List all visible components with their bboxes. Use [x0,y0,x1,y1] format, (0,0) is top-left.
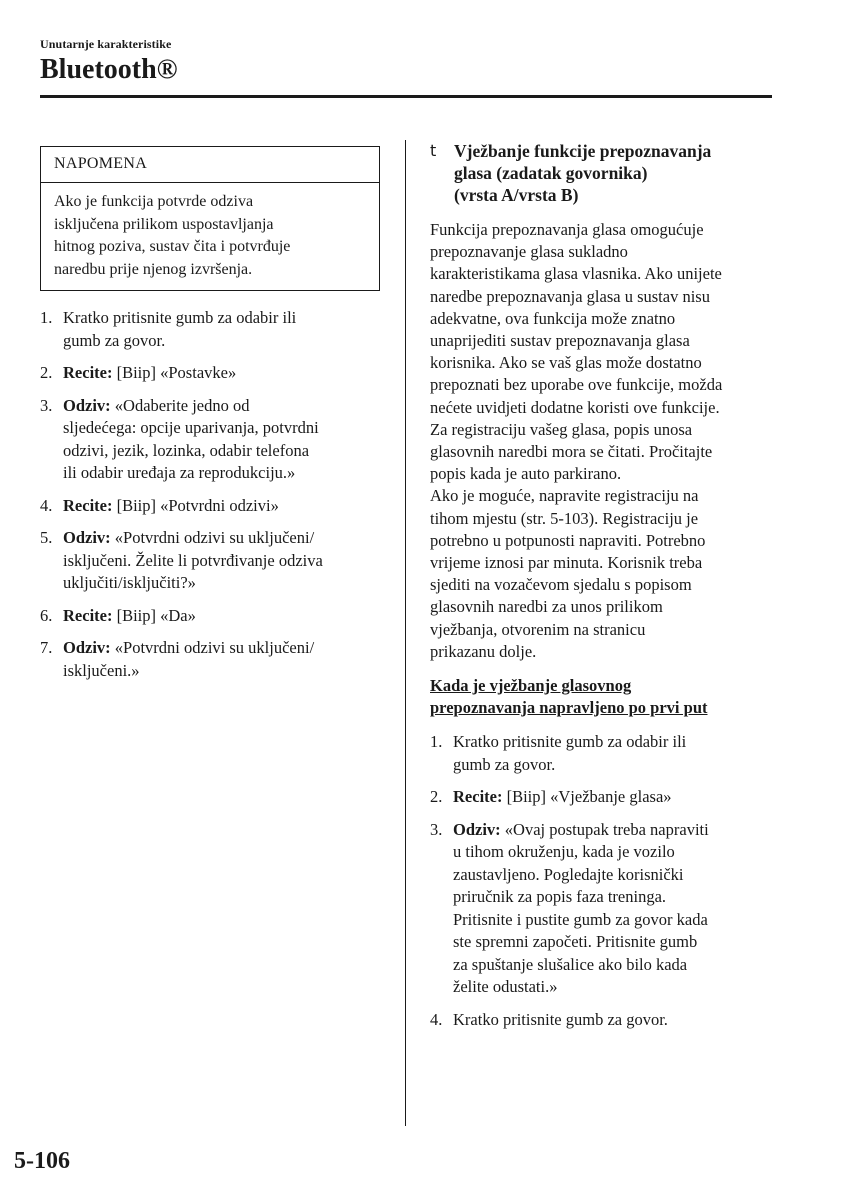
paragraph-line: nećete uvidjeti dodatne koristi ove funkcije. [430,397,720,417]
left-steps-list [40,307,382,682]
step-keyword: Recite: [453,787,503,807]
step-line [63,330,382,353]
step-line [453,786,776,809]
step-text: [Biip] «Vježbanje glasa» [502,787,672,807]
note-box [40,146,380,291]
step-number: 2. [430,787,443,807]
paragraph-line: potrebno u potpunosti napraviti. Potrebno [430,530,706,550]
step-item [40,307,382,352]
step-text: priručnik za popis faza treninga. [453,887,667,907]
paragraph-line: tihom mjestu (str. 5-103). Registraciju je [430,508,699,528]
step-number: 4. [430,1009,443,1029]
header-divider [40,95,772,98]
step-line [63,440,382,463]
step-text: Kratko pritisnite gumb za odabir ili [63,308,297,327]
section-title-line: Vježbanje funkcije prepoznavanja [454,141,712,161]
section-marker-icon: t [430,141,437,160]
paragraph-line: adekvatne, ova funkcija može znatno [430,308,676,328]
right-steps-list [430,731,776,1031]
step-item [40,362,382,385]
step-text: «Ovaj postupak treba napraviti [500,819,709,839]
paragraph-line: vježbanja, otvorenim na stranicu [430,619,646,639]
step-number: 4. [40,495,53,515]
step-line [63,462,382,485]
paragraph-line: korisnika. Ako se vaš glas može dostatno [430,353,702,373]
step-line [63,362,382,385]
step-text: želite odustati.» [453,977,558,997]
paragraph-line: karakteristikama glasa vlasnika. Ako unijete [430,264,722,284]
step-text: «Odaberite jedno od [110,395,250,415]
step-item [430,786,776,809]
step-text: [Biip] «Da» [112,605,196,625]
step-number: 3. [40,395,53,415]
step-number: 7. [40,638,53,657]
step-item [40,495,382,518]
step-text: gumb za govor. [453,754,556,774]
step-item [430,819,776,999]
step-text: ste spremni započeti. Pritisnite gumb [453,932,698,952]
step-line [63,417,382,440]
step-keyword: Recite: [63,605,113,625]
step-item [40,395,382,485]
step-item [40,605,382,628]
section-heading [430,140,776,206]
step-text: [Biip] «Potvrdni odzivi» [112,495,279,515]
left-column [40,146,382,692]
step-text: ili odabir uređaja za reprodukciju.» [63,463,296,482]
step-line [453,819,776,842]
step-text: isključeni.» [63,660,140,680]
step-keyword: Recite: [63,363,113,382]
paragraph-line: Funkcija prepoznavanja glasa omogućuje [430,220,704,239]
step-line [63,307,382,330]
subheading-line: Kada je vježbanje glasovnog [430,676,632,696]
step-line [63,605,382,628]
note-body [41,183,379,290]
step-number: 2. [40,363,53,382]
step-text: u tihom okruženju, kada je vozilo [453,842,675,862]
step-item [40,527,382,595]
step-text: Kratko pritisnite gumb za govor. [453,1009,668,1029]
step-line [453,1009,776,1032]
step-text: «Potvrdni odzivi su uključeni/ [110,638,315,657]
intro-paragraph [430,219,776,663]
step-keyword: Odziv: [63,638,111,657]
step-number: 5. [40,528,53,547]
paragraph-line: vrijeme iznosi par minuta. Korisnik treba [430,553,703,573]
step-item [430,1009,776,1032]
step-number: 6. [40,605,53,625]
page-number: 5-106 [14,1148,70,1174]
step-line [453,731,776,754]
step-number: 1. [430,732,443,752]
paragraph-line: glasovnih naredbi mora se čitati. Pročitajte [430,442,713,462]
section-title-line: glasa (zadatak govornika) [454,163,648,183]
step-line [453,886,776,909]
right-column [430,140,776,1041]
paragraph-line: glasovnih naredbi za unos prilikom [430,597,663,617]
step-text: [Biip] «Postavke» [112,363,237,382]
step-keyword: Odziv: [453,819,501,839]
paragraph-line: prepoznavanje glasa sukladno [430,242,628,262]
step-line [453,909,776,932]
note-line: naredbu prije njenog izvršenja. [54,260,253,278]
note-line: isključena prilikom uspostavljanja [54,215,274,233]
step-line [63,637,382,660]
step-line [453,931,776,954]
step-line [63,572,382,595]
paragraph-line: Ako je moguće, napravite registraciju na [430,486,699,506]
step-text: isključeni. Želite li potvrđivanje odziva [63,550,323,570]
step-line [63,395,382,418]
step-keyword: Odziv: [63,528,111,547]
step-line [453,841,776,864]
step-line [453,754,776,777]
step-text: Kratko pritisnite gumb za odabir ili [453,732,687,752]
note-line: Ako je funkcija potvrde odziva [54,193,254,210]
subheading-line: prepoznavanja napravljeno po prvi put [430,698,708,718]
subheading [430,675,776,719]
step-text: Pritisnite i pustite gumb za govor kada [453,909,708,929]
section-label: Unutarnje karakteristike [40,37,172,51]
step-text: zaustavljeno. Pogledajte korisnički [453,864,684,884]
step-text: za spuštanje slušalice ako bilo kada [453,954,688,974]
paragraph-line: unaprijediti sustav prepoznavanja glasa [430,331,690,351]
column-divider [405,140,406,1126]
step-text: gumb za govor. [63,330,166,350]
paragraph-line: naredbe prepoznavanja glasa u sustav nisu [430,286,710,306]
step-item [430,731,776,776]
paragraph-line: prikazanu dolje. [430,641,537,661]
step-keyword: Odziv: [63,395,111,415]
paragraph-line: sjediti na vozačevom sjedalu s popisom [430,575,692,595]
step-line [453,864,776,887]
step-item [40,637,382,682]
paragraph-line: Za registraciju vašeg glasa, popis unosa [430,419,693,439]
step-line [453,954,776,977]
paragraph-line: popis kada je auto parkirano. [430,464,622,484]
step-line [453,976,776,999]
note-heading: NAPOMENA [41,147,379,183]
step-line [63,660,382,683]
step-text: odzivi, jezik, lozinka, odabir telefona [63,440,310,460]
step-line [63,527,382,550]
step-text: uključiti/isključiti?» [63,573,196,592]
page-title: Bluetooth® [40,54,178,85]
paragraph-line: prepoznati bez uporabe ove funkcije, možda [430,375,723,395]
step-line [63,550,382,573]
step-number: 1. [40,308,53,327]
step-keyword: Recite: [63,495,113,515]
step-line [63,495,382,518]
step-text: sljedećega: opcije uparivanja, potvrdni [63,418,319,437]
section-title-line: (vrsta A/vrsta B) [454,185,579,205]
step-number: 3. [430,819,443,839]
step-text: «Potvrdni odzivi su uključeni/ [110,528,315,547]
note-line: hitnog poziva, sustav čita i potvrđuje [54,238,291,255]
